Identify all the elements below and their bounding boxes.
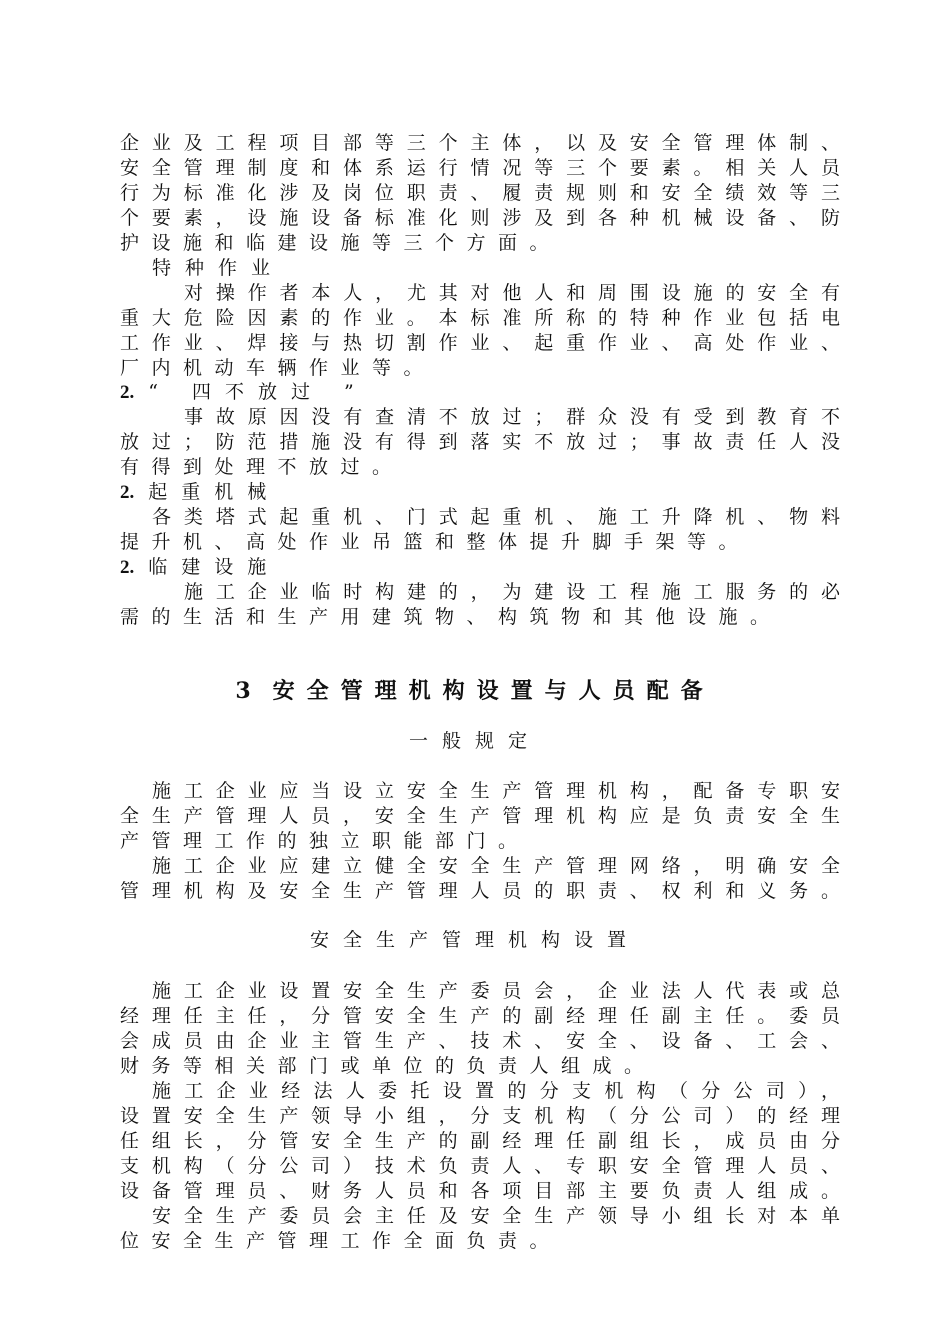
text-line: 对操作者本人，尤其对他人和周围设施的安全有 xyxy=(184,282,840,304)
text-line: 产管理工作的独立职能部门。 xyxy=(120,830,530,852)
chapter-title xyxy=(0,677,950,705)
text-line: 企业及工程项目部等三个主体，以及安全管理体制、 xyxy=(120,132,840,154)
text-line: 有得到处理不放过。 xyxy=(120,456,404,478)
text-line: 施工企业应当设立安全生产管理机构，配备专职安 xyxy=(152,780,840,802)
term-heading-lifting-machinery xyxy=(120,480,280,505)
text-line: 施工企业临时构建的，为建设工程施工服务的必 xyxy=(184,581,840,603)
text-line: 护设施和临建设施等三个方面。 xyxy=(120,232,562,254)
text-line: 各类塔式起重机、门式起重机、施工升降机、物料 xyxy=(152,506,840,528)
term-number: 2. xyxy=(120,557,135,578)
section-heading-general: 一般规定 xyxy=(408,730,541,752)
term-heading-four-not xyxy=(120,380,368,405)
text-line: 设备管理员、财务人员和各项目部主要负责人组成。 xyxy=(120,1180,840,1202)
text-line: 会成员由企业主管生产、技术、安全、设备、工会、 xyxy=(120,1030,840,1052)
text-line: 位安全生产管理工作全面负责。 xyxy=(120,1230,562,1252)
chapter-number: 3 xyxy=(235,678,263,704)
text-line: 安全生产委员会主任及安全生产领导小组长对本单 xyxy=(152,1205,840,1227)
text-line: 财务等相关部门或单位的负责人组成。 xyxy=(120,1055,656,1077)
text-line: 管理机构及安全生产管理人员的职责、权利和义务。 xyxy=(120,880,840,902)
text-line: 全生产管理人员，安全生产管理机构应是负责安全生 xyxy=(120,805,840,827)
term-title: “ 四不放过 ” xyxy=(148,381,368,403)
term-heading-temporary-facilities xyxy=(120,555,280,580)
section-heading-setup: 安全生产管理机构设置 xyxy=(309,929,640,951)
term-number: 2. xyxy=(120,482,135,503)
text-line: 施工企业设置安全生产委员会，企业法人代表或总 xyxy=(152,980,840,1002)
term-heading-special-work: 特种作业 xyxy=(152,257,285,279)
text-line: 行为标准化涉及岗位职责、履责规则和安全绩效等三 xyxy=(120,182,840,204)
text-line: 厂内机动车辆作业等。 xyxy=(120,357,436,379)
text-line: 需的生活和生产用建筑物、构筑物和其他设施。 xyxy=(120,606,782,628)
term-title: 起重机械 xyxy=(148,481,281,503)
term-title: 临建设施 xyxy=(148,556,281,578)
text-line: 施工企业经法人委托设置的分支机构（分公司）， xyxy=(152,1080,840,1102)
text-line: 提升机、高处作业吊篮和整体提升脚手架等。 xyxy=(120,531,751,553)
text-line: 支机构（分公司）技术负责人、专职安全管理人员、 xyxy=(120,1155,840,1177)
chapter-title-text: 安全管理机构设置与人员配备 xyxy=(272,678,715,704)
term-number: 2. xyxy=(120,382,135,403)
text-line: 经理任主任，分管安全生产的副经理任副主任。委员 xyxy=(120,1005,840,1027)
text-line: 重大危险因素的作业。本标准所称的特种作业包括电 xyxy=(120,307,840,329)
text-line: 个要素，设施设备标准化则涉及到各种机械设备、防 xyxy=(120,207,840,229)
text-line: 放过；防范措施没有得到落实不放过；事故责任人没 xyxy=(120,431,840,453)
text-line: 安全管理制度和体系运行情况等三个要素。相关人员 xyxy=(120,157,840,179)
text-line: 事故原因没有查清不放过；群众没有受到教育不 xyxy=(184,406,840,428)
text-line: 设置安全生产领导小组，分支机构（分公司）的经理 xyxy=(120,1105,840,1127)
text-line: 施工企业应建立健全安全生产管理网络，明确安全 xyxy=(152,855,840,877)
text-line: 任组长，分管安全生产的副经理任副组长，成员由分 xyxy=(120,1130,840,1152)
text-line: 工作业、焊接与热切割作业、起重作业、高处作业、 xyxy=(120,332,840,354)
